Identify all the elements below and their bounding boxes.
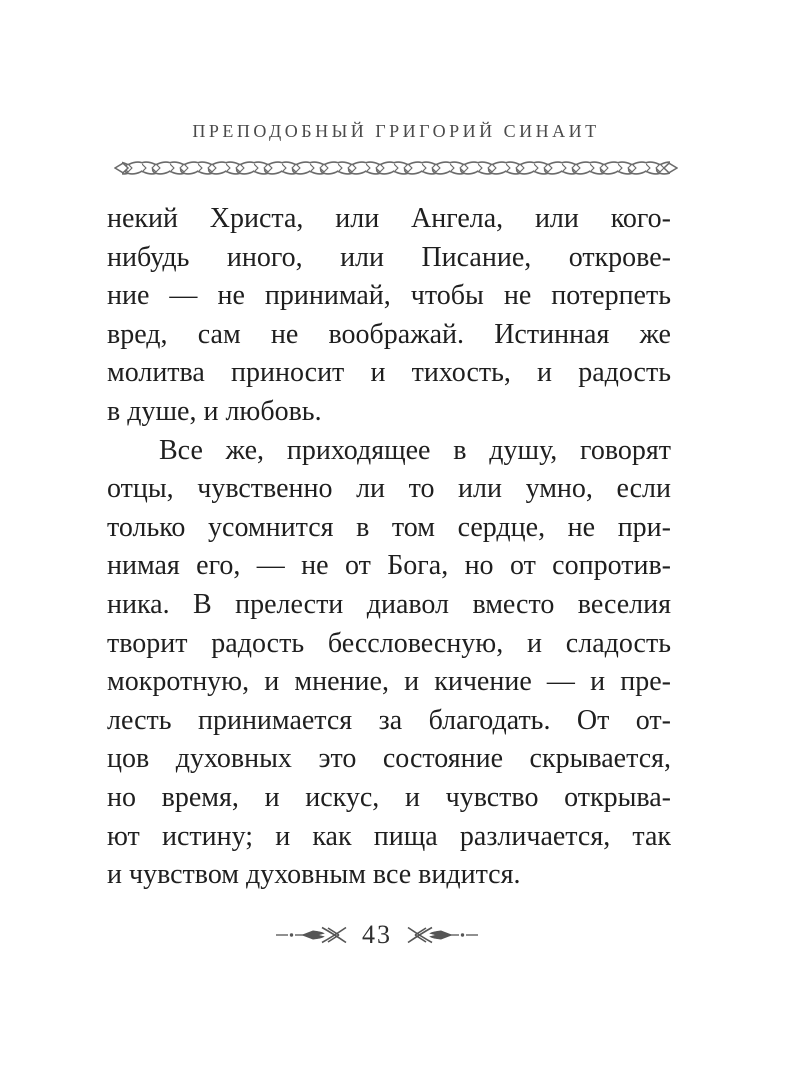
header-ornament-row bbox=[0, 158, 792, 183]
chain-ornament-icon bbox=[114, 158, 678, 178]
body-text-line: вред, сам не воображай. Истинная же bbox=[107, 318, 671, 350]
footer bbox=[0, 920, 773, 950]
footer-flourish-left-icon bbox=[275, 924, 349, 946]
page-number: 43 bbox=[362, 920, 392, 949]
body-text-line: творит радость бессловесную, и сладость bbox=[107, 627, 671, 659]
body-text-line: отцы, чувственно ли то или умно, если bbox=[107, 473, 671, 505]
running-header-title: ПРЕПОДОБНЫЙ ГРИГОРИЙ СИНАИТ bbox=[192, 121, 600, 141]
footer-flourish-right-icon bbox=[405, 924, 479, 946]
body-text bbox=[107, 200, 671, 895]
body-text-line: ника. В прелести диавол вместо веселия bbox=[107, 588, 671, 620]
body-text-line: молитва приносит и тихость, и радость bbox=[107, 357, 671, 389]
body-text-line: некий Христа, или Ангела, или кого- bbox=[107, 203, 671, 234]
body-text-line: только усомнится в том сердце, не при- bbox=[107, 511, 671, 543]
body-text-line: и чувством духовным все видится. bbox=[107, 859, 521, 891]
body-text-line: Все же, приходящее в душу, говорят bbox=[159, 434, 671, 466]
body-text-line: цов духовных это состояние скрывается, bbox=[107, 743, 671, 775]
body-text-line: нимая его, — не от Бога, но от сопротив- bbox=[107, 550, 671, 582]
body-text-line: в душе, и любовь. bbox=[107, 395, 322, 427]
body-text-line: ют истину; и как пища различается, так bbox=[107, 820, 671, 852]
body-text-line: лесть принимается за благодать. От от- bbox=[107, 704, 671, 736]
body-text-line: нибудь иного, или Писание, открове- bbox=[107, 241, 671, 273]
body-text-line: но время, и искус, и чувство открыва- bbox=[107, 781, 671, 813]
body-text-line: мокротную, и мнение, и кичение — и пре- bbox=[107, 666, 671, 698]
body-text-line: ние — не принимай, чтобы не потерпеть bbox=[107, 280, 671, 312]
